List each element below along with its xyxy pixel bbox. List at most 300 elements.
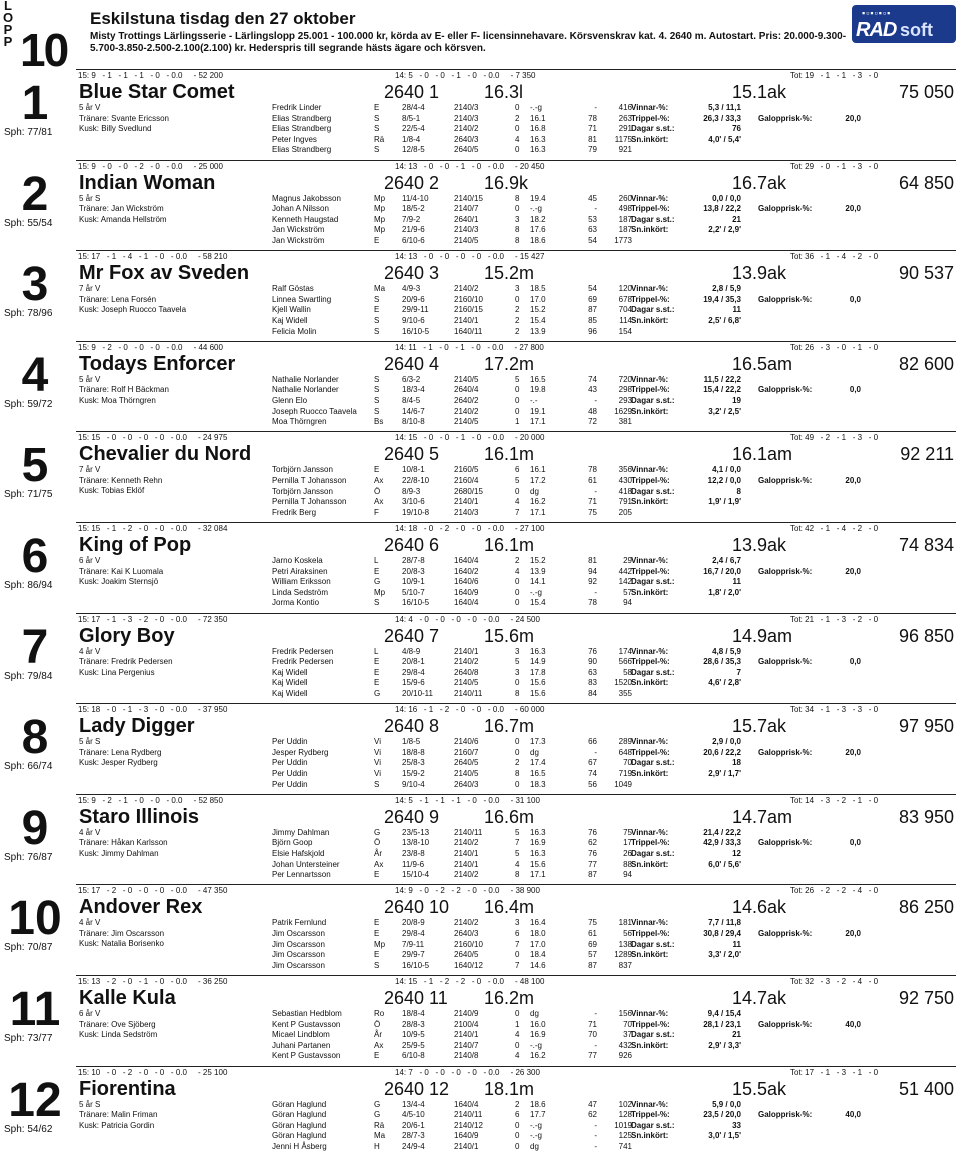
start-track: E	[374, 657, 380, 667]
start-row	[272, 1100, 632, 1111]
start-driver: Per Uddin	[272, 779, 308, 789]
label-trippel: Trippel-%:	[631, 838, 670, 848]
start-prize: 154	[618, 326, 632, 336]
start-driver: Jim Oscarsson	[272, 950, 325, 960]
start-kmtime: 17.4	[530, 758, 546, 768]
start-track: E	[374, 950, 380, 960]
stats-2015: 15: 15 - 1 - 2 - 0 - 0 - 0.0 - 32 084	[78, 524, 228, 533]
value-vinnare: 5,3 / 11,1	[708, 103, 741, 112]
driver: Kusk: Natalia Borisenko	[79, 939, 164, 949]
start-placement: 0	[515, 1120, 520, 1130]
start-kmtime: 13.9	[530, 326, 546, 336]
sph-rating: Sph: 66/74	[4, 761, 53, 773]
start-odds: 45	[588, 193, 597, 203]
start-distance: 1640/12	[454, 960, 483, 970]
value-dagar: 8	[736, 486, 741, 496]
horse-info	[79, 465, 162, 497]
start-odds: 76	[588, 646, 597, 656]
start-odds: 83	[588, 678, 597, 688]
logo-rad-text: RAD	[856, 19, 897, 41]
start-track: E	[374, 870, 380, 880]
start-placement: 0	[515, 747, 520, 757]
value-sninkort: 2,2' / 2,9'	[708, 225, 741, 235]
start-kmtime: -.-g	[530, 1040, 542, 1050]
start-prize: 442	[618, 566, 632, 576]
start-driver: Jimmy Dahlman	[272, 827, 330, 837]
start-number: 8	[21, 711, 49, 765]
value-vinnare: 4,8 / 5,9	[712, 646, 741, 656]
start-kmtime: 16.0	[530, 1019, 546, 1029]
start-row	[272, 204, 632, 215]
trainer: Tränare: Malin Friman	[79, 1110, 158, 1120]
best-time: 16.6m	[484, 806, 535, 827]
race-number: 10	[20, 24, 68, 76]
start-date: 25/9-5	[402, 1040, 425, 1050]
start-prize: 678	[618, 294, 632, 304]
start-driver: Nathalie Norlander	[272, 385, 339, 395]
start-row	[272, 305, 632, 316]
start-kmtime: 17.2	[530, 475, 546, 485]
label-dagar: Dagar s.st.:	[631, 214, 675, 224]
start-track: S	[374, 315, 380, 325]
start-number: 9	[21, 801, 49, 855]
start-track: G	[374, 1099, 381, 1109]
start-row	[272, 940, 632, 951]
label-galopp: Galopprisk-%:	[758, 204, 813, 214]
start-date: 7/9-2	[402, 214, 421, 224]
start-track: Bs	[374, 417, 384, 427]
start-driver: Jim Oscarsson	[272, 928, 325, 938]
start-date: 1/8-4	[402, 134, 421, 144]
value-vinnare: 2,9 / 0,0	[712, 737, 741, 747]
start-distance: 2640/2	[454, 395, 479, 405]
age-sex: 5 år V	[79, 374, 101, 384]
start-date: 8/4-5	[402, 395, 421, 405]
start-row	[272, 849, 632, 860]
start-placement: 2	[515, 315, 520, 325]
start-odds: -	[594, 747, 597, 757]
start-odds: 76	[588, 827, 597, 837]
start-distance: 2680/15	[454, 486, 483, 496]
start-prize: 37	[623, 1030, 632, 1040]
start-row	[272, 236, 632, 247]
stats-total: Tot: 26 - 2 - 2 - 4 - 0	[790, 886, 879, 896]
label-sninkort: Sn.inkört:	[631, 1040, 669, 1050]
start-distance: 2160/10	[454, 939, 483, 949]
start-row	[272, 1030, 632, 1041]
start-track: L	[374, 556, 379, 565]
start-kmtime: 16.9	[530, 1030, 546, 1040]
start-prize: 416	[618, 103, 632, 112]
start-odds: 69	[588, 294, 597, 304]
value-dagar: 11	[732, 577, 741, 587]
start-driver: Glenn Elo	[272, 395, 308, 405]
start-date: 9/10-6	[402, 315, 425, 325]
start-date: 20/6-1	[402, 1120, 425, 1130]
record: 16.5am	[732, 353, 793, 374]
start-date: 6/10-8	[402, 1051, 425, 1061]
sph-rating: Sph: 70/87	[4, 942, 53, 954]
start-placement: 2	[515, 758, 520, 768]
start-track: S	[374, 374, 380, 384]
start-row	[272, 1110, 632, 1121]
stats-2015: 15: 13 - 2 - 0 - 1 - 0 - 0.0 - 36 250	[78, 977, 228, 986]
start-track: E	[374, 918, 380, 928]
divider	[76, 341, 956, 342]
start-distance: 2140/15	[454, 193, 483, 203]
start-row	[272, 114, 632, 125]
start-prize: 1289	[614, 950, 632, 960]
best-time: 16.9k	[484, 172, 529, 193]
start-distance: 1640/11	[454, 326, 483, 336]
distance-track: 2640 1	[384, 82, 440, 102]
start-distance: 2140/2	[454, 284, 479, 294]
start-odds: 81	[588, 556, 597, 565]
start-row	[272, 327, 632, 338]
driver: Kusk: Amanda Hellström	[79, 214, 167, 224]
start-row	[272, 737, 632, 748]
start-track: Ax	[374, 475, 384, 485]
start-driver: Felicia Molin	[272, 326, 317, 336]
start-prize: 289	[618, 737, 632, 747]
start-kmtime: 18.6	[530, 235, 546, 245]
value-vinnare: 9,4 / 15,4	[707, 1009, 741, 1018]
label-sninkort: Sn.inkört:	[631, 768, 669, 778]
start-odds: 85	[588, 315, 597, 325]
start-driver: Torbjörn Jansson	[272, 486, 333, 496]
start-row	[272, 860, 632, 871]
start-row	[272, 1131, 632, 1142]
driver: Kusk: Joseph Ruocco Taavela	[79, 305, 187, 315]
start-odds: 79	[588, 145, 597, 155]
label-dagar: Dagar s.st.:	[631, 939, 675, 949]
start-track: S	[374, 779, 380, 789]
value-galopp: 20,0	[845, 204, 861, 214]
start-placement: 4	[515, 859, 520, 869]
start-placement: 8	[515, 768, 520, 778]
label-galopp: Galopprisk-%:	[758, 928, 813, 938]
start-odds: 90	[588, 657, 597, 667]
value-vinnare: 7,7 / 11,8	[708, 918, 741, 928]
start-kmtime: 19.1	[530, 406, 546, 416]
start-odds: 48	[588, 406, 597, 416]
start-number: 12	[8, 1073, 62, 1127]
horse-info	[79, 284, 186, 316]
value-galopp: 20,0	[845, 747, 861, 757]
start-odds: 71	[588, 497, 597, 507]
start-driver: Per Uddin	[272, 758, 308, 768]
start-placement: 2	[515, 305, 520, 315]
age-sex: 5 år V	[79, 103, 101, 112]
start-track: S	[374, 395, 380, 405]
start-number: 4	[21, 348, 49, 402]
start-placement: 0	[515, 587, 520, 597]
start-track: S	[374, 113, 380, 123]
divider	[76, 703, 956, 704]
driver: Kusk: Linda Sedström	[79, 1030, 158, 1039]
horse-name: Kalle Kula	[79, 987, 176, 1009]
start-prize: 94	[623, 598, 632, 608]
start-date: 9/10-4	[402, 779, 425, 789]
sph-rating: Sph: 77/81	[4, 127, 53, 138]
stats-2014: 14: 15 - 0 - 0 - 1 - 0 - 0.0 - 20 000	[395, 433, 545, 443]
start-prize: 181	[618, 918, 632, 928]
start-date: 10/9-5	[402, 1030, 425, 1040]
sph-rating: Sph: 78/96	[4, 308, 53, 320]
start-number: 11	[9, 983, 61, 1036]
start-prize: 566	[618, 657, 632, 667]
start-prize: 298	[618, 385, 632, 395]
start-kmtime: 16.9	[530, 838, 546, 848]
start-odds: 84	[588, 688, 597, 698]
value-sninkort: 1,9' / 1,9'	[708, 497, 741, 507]
start-distance: 2140/2	[454, 870, 479, 880]
stats-2015: 15: 9 - 2 - 0 - 0 - 0 - 0.0 - 44 600	[78, 342, 223, 352]
start-distance: 2640/1	[454, 214, 479, 224]
start-track: Ax	[374, 1040, 384, 1050]
value-trippel: 23,5 / 20,0	[703, 1110, 741, 1120]
label-trippel: Trippel-%:	[631, 1019, 670, 1029]
start-placement: 0	[515, 1131, 520, 1141]
start-placement: 3	[515, 667, 520, 677]
divider	[76, 1066, 956, 1067]
start-placement: 0	[515, 294, 520, 304]
start-kmtime: -.-g	[530, 204, 542, 214]
start-odds: 53	[588, 214, 597, 224]
label-galopp: Galopprisk-%:	[758, 657, 813, 667]
value-dagar: 18	[732, 758, 741, 768]
start-row	[272, 838, 632, 849]
stats-total: Tot: 36 - 1 - 4 - 2 - 0	[790, 252, 879, 262]
start-distance: 2140/6	[454, 737, 479, 747]
start-prize: 291	[618, 124, 632, 134]
horse-entry	[0, 69, 960, 160]
age-sex: 4 år V	[79, 918, 101, 928]
start-driver: Micael Lindblom	[272, 1030, 330, 1040]
start-distance: 1640/9	[454, 1131, 479, 1141]
start-date: 7/9-11	[402, 939, 425, 949]
value-sninkort: 1,8' / 2,0'	[708, 587, 741, 597]
value-trippel: 42,9 / 33,3	[703, 838, 741, 848]
start-row	[272, 465, 632, 476]
start-row	[272, 194, 632, 205]
sph-rating: Sph: 79/84	[4, 670, 53, 682]
start-prize: 26	[623, 848, 632, 858]
value-vinnare: 4,1 / 0,0	[712, 465, 741, 475]
start-driver: Johan Untersteiner	[272, 859, 340, 869]
start-date: 20/8-9	[402, 918, 425, 928]
stats-2014: 14: 4 - 0 - 0 - 0 - 0 - 0.0 - 24 500	[395, 614, 540, 624]
start-driver: Jim Oscarsson	[272, 960, 325, 970]
start-date: 29/9-11	[402, 305, 429, 315]
lopp-letter: P	[3, 22, 13, 37]
start-prize: 94	[623, 870, 632, 880]
start-prize: 70	[623, 758, 632, 768]
start-kmtime: -.-g	[530, 103, 542, 112]
start-driver: Fredrik Linder	[272, 103, 322, 112]
start-track: Rä	[374, 1120, 385, 1130]
horse-entry	[0, 794, 960, 885]
start-row	[272, 407, 632, 418]
start-placement: 4	[515, 134, 520, 144]
start-row	[272, 1051, 632, 1062]
stats-2014: 14: 11 - 1 - 0 - 1 - 0 - 0.0 - 27 800	[395, 342, 544, 352]
start-distance: 1640/4	[454, 556, 479, 565]
start-distance: 2640/5	[454, 145, 479, 155]
start-odds: 63	[588, 225, 597, 235]
distance-track: 2640 4	[384, 353, 440, 374]
start-track: E	[374, 103, 380, 112]
start-row	[272, 487, 632, 498]
start-distance: 2140/11	[454, 688, 483, 698]
start-distance: 2140/11	[454, 1110, 483, 1120]
start-odds: 92	[588, 577, 597, 587]
label-galopp: Galopprisk-%:	[758, 566, 813, 576]
start-placement: 0	[515, 204, 520, 214]
start-kmtime: 18.0	[530, 928, 546, 938]
start-kmtime: 15.2	[530, 556, 546, 565]
label-dagar: Dagar s.st.:	[631, 577, 675, 587]
start-date: 21/9-6	[402, 225, 425, 235]
start-row	[272, 780, 632, 791]
start-kmtime: 15.6	[530, 859, 546, 869]
record: 16.1am	[732, 444, 793, 465]
label-vinnare: Vinnar-%:	[631, 1009, 669, 1018]
sph-rating: Sph: 76/87	[4, 851, 53, 863]
distance-track: 2640 2	[384, 172, 440, 193]
value-galopp: 20,0	[845, 475, 861, 485]
start-date: 29/9-7	[402, 950, 425, 960]
distance-track: 2640 9	[384, 806, 440, 827]
record: 13.9ak	[732, 535, 787, 555]
start-driver: Fredrik Pedersen	[272, 646, 334, 656]
start-kmtime: 16.3	[530, 145, 546, 155]
label-vinnare: Vinnar-%:	[631, 918, 669, 928]
trainer: Tränare: Rolf H Bäckman	[79, 385, 169, 395]
record: 15.1ak	[732, 82, 787, 102]
start-track: L	[374, 646, 379, 656]
start-date: 18/3-4	[402, 385, 425, 395]
horse-stats	[631, 375, 960, 417]
value-galopp: 40,0	[845, 1019, 861, 1029]
best-time: 16.1m	[484, 535, 535, 555]
start-date: 20/9-6	[402, 294, 425, 304]
start-row	[272, 1142, 632, 1153]
start-date: 29/8-4	[402, 928, 425, 938]
value-vinnare: 21,4 / 22,2	[703, 827, 741, 837]
label-galopp: Galopprisk-%:	[758, 1110, 813, 1120]
horse-info	[79, 1100, 157, 1132]
label-sninkort: Sn.inkört:	[631, 497, 669, 507]
start-kmtime: 17.0	[530, 939, 546, 949]
start-distance: 2140/1	[454, 848, 479, 858]
start-track: S	[374, 145, 380, 155]
record: 14.7am	[732, 806, 793, 827]
start-date: 28/7-8	[402, 556, 425, 565]
start-distance: 2140/2	[454, 657, 479, 667]
start-number: 2	[21, 167, 49, 221]
start-date: 16/10-5	[402, 326, 430, 336]
start-odds: 62	[588, 1110, 597, 1120]
horse-name: Staro Illinois	[79, 805, 200, 828]
start-odds: -	[594, 103, 597, 112]
age-sex: 4 år V	[79, 827, 101, 837]
divider	[76, 884, 956, 885]
start-date: 10/8-1	[402, 465, 425, 475]
label-dagar: Dagar s.st.:	[631, 667, 675, 677]
start-distance: 2640/5	[454, 950, 479, 960]
start-track: Mp	[374, 225, 386, 235]
start-placement: 1	[515, 1019, 520, 1029]
start-driver: Göran Haglund	[272, 1120, 327, 1130]
divider	[76, 160, 956, 161]
start-kmtime: 18.2	[530, 214, 546, 224]
age-sex: 4 år V	[79, 646, 101, 656]
start-odds: 87	[588, 870, 597, 880]
start-driver: Göran Haglund	[272, 1110, 327, 1120]
start-kmtime: 15.2	[530, 305, 546, 315]
start-date: 28/7-3	[402, 1131, 425, 1141]
sph-rating: Sph: 73/77	[4, 1033, 53, 1044]
start-prize: 1019	[614, 1120, 632, 1130]
start-prize: 125	[618, 1131, 632, 1141]
start-kmtime: 16.1	[530, 113, 546, 123]
start-driver: Jan Wickström	[272, 235, 325, 245]
start-prize: 128	[618, 1110, 632, 1120]
label-vinnare: Vinnar-%:	[631, 103, 669, 112]
value-trippel: 19,4 / 35,3	[703, 294, 741, 304]
stats-total: Tot: 19 - 1 - 1 - 3 - 0	[790, 71, 879, 80]
start-driver: Peter Ingves	[272, 134, 317, 144]
start-prize: 720	[618, 374, 632, 384]
age-sex: 5 år S	[79, 737, 101, 747]
sph-rating: Sph: 55/54	[4, 217, 53, 229]
start-track: S	[374, 960, 380, 970]
label-galopp: Galopprisk-%:	[758, 294, 813, 304]
start-date: 20/10-11	[402, 688, 433, 698]
start-date: 23/8-8	[402, 848, 425, 858]
start-placement: 0	[515, 1040, 520, 1050]
label-vinnare: Vinnar-%:	[631, 374, 669, 384]
start-track: Ax	[374, 859, 384, 869]
start-driver: Göran Haglund	[272, 1131, 327, 1141]
start-prize: 418	[618, 486, 632, 496]
start-kmtime: 15.4	[530, 315, 546, 325]
start-prize: 102	[618, 1099, 632, 1109]
distance-track: 2640 12	[384, 1078, 450, 1099]
radsoft-logo	[852, 5, 956, 43]
label-vinnare: Vinnar-%:	[631, 193, 669, 203]
start-track: S	[374, 406, 380, 416]
trainer: Tränare: Ove Sjöberg	[79, 1019, 156, 1029]
trainer: Tränare: Kai K Luomala	[79, 566, 164, 576]
value-trippel: 20,6 / 22,2	[703, 747, 741, 757]
value-galopp: 0,0	[849, 838, 861, 848]
stats-2015: 15: 9 - 0 - 0 - 2 - 0 - 0.0 - 25 000	[78, 161, 223, 171]
start-driver: Pernilla T Johansson	[272, 497, 347, 507]
start-prize: 114	[619, 315, 632, 325]
value-vinnare: 2,4 / 6,7	[712, 556, 741, 565]
age-sex: 5 år S	[79, 193, 101, 203]
start-placement: 6	[515, 1110, 520, 1120]
start-kmtime: 17.7	[530, 1110, 546, 1120]
recent-starts	[272, 556, 632, 609]
start-prize: 29	[623, 556, 632, 565]
start-kmtime: 18.4	[530, 950, 546, 960]
start-driver: Moa Thörngren	[272, 417, 327, 427]
recent-starts	[272, 1100, 632, 1153]
start-driver: Kaj Widell	[272, 315, 308, 325]
